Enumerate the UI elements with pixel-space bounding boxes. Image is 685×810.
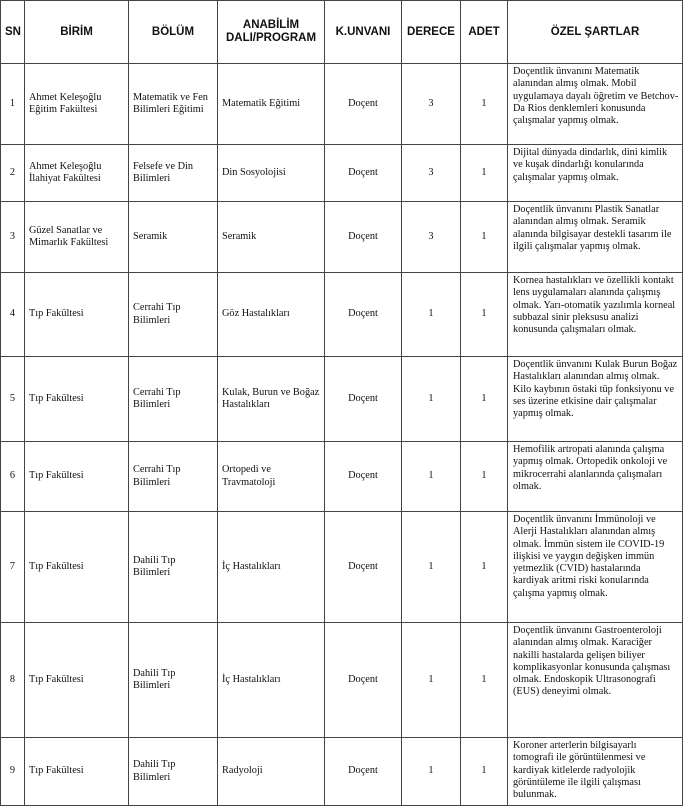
table-row [1, 273, 683, 357]
row-derece: 1 [402, 738, 461, 806]
header-birim: BİRİM [25, 1, 129, 64]
row-sartlar [508, 64, 683, 145]
row-birim: Ahmet Keleşoğlu İlahiyat Fakültesi [25, 145, 129, 202]
row-anabilim: Göz Hastalıkları [218, 273, 325, 357]
row-bolum: Cerrahi Tıp Bilimleri [129, 442, 218, 512]
row-bolum: Matematik ve Fen Bilimleri Eğitimi [129, 64, 218, 145]
row-anabilim: İç Hastalıkları [218, 623, 325, 738]
row-adet: 1 [461, 442, 508, 512]
row-adet: 1 [461, 64, 508, 145]
row-sartlar-text: Dijital dünyada dindarlık, dini kimlik ve kuşak dindarlığı konularında çalışmalar yapmış olmak. [513, 147, 668, 183]
row-anabilim: Ortopedi ve Travmatoloji [218, 442, 325, 512]
row-derece: 1 [402, 273, 461, 357]
row-birim: Tıp Fakültesi [25, 273, 129, 357]
row-birim: Ahmet Keleşoğlu Eğitim Fakültesi [25, 64, 129, 145]
header-anabilim: ANABİLİM DALI/PROGRAM [218, 1, 325, 64]
row-unvan: Doçent [325, 357, 402, 442]
row-derece: 1 [402, 442, 461, 512]
row-sartlar-text: Koroner arterlerin bilgisayarlı tomografi ile görüntülenmesi ve kardiyak kitlelerde radyolojik görüntüleme ile ilgili çalışması bulunmak. [513, 740, 646, 801]
row-birim: Tıp Fakültesi [25, 357, 129, 442]
row-sn: 2 [1, 145, 25, 202]
row-sn: 8 [1, 623, 25, 738]
row-birim: Tıp Fakültesi [25, 512, 129, 623]
table-row [1, 145, 683, 202]
row-birim: Tıp Fakültesi [25, 738, 129, 806]
header-sn: SN [1, 1, 25, 64]
row-adet: 1 [461, 357, 508, 442]
row-sartlar-text: Doçentlik ünvanını Plastik Sanatlar alanından almış olmak. Seramik alanında bilgisayar destekli tasarım ile ilgili çalışmalar yapmış olmak. [513, 204, 672, 252]
row-anabilim: Din Sosyolojisi [218, 145, 325, 202]
row-anabilim: Seramik [218, 202, 325, 273]
row-sartlar [508, 738, 683, 806]
table-row [1, 623, 683, 738]
row-sartlar-text: Doçentlik ünvanını İmmünoloji ve Alerji Hastalıkları alanından almış olmak. İmmün sistem ile COVID-19 ilişkisi ve yaygın değişken immün yetmezlik (CVID) hastalarında kardiyak aritmi riski konularında çalışma yapmış olmak. [513, 514, 665, 599]
row-anabilim: Matematik Eğitimi [218, 64, 325, 145]
row-unvan: Doçent [325, 512, 402, 623]
row-sartlar [508, 357, 683, 442]
row-adet: 1 [461, 623, 508, 738]
row-unvan: Doçent [325, 623, 402, 738]
row-unvan: Doçent [325, 145, 402, 202]
row-bolum: Dahili Tıp Bilimleri [129, 512, 218, 623]
row-derece: 1 [402, 623, 461, 738]
row-anabilim: İç Hastalıkları [218, 512, 325, 623]
row-unvan: Doçent [325, 442, 402, 512]
row-sartlar-text: Kornea hastalıkları ve özellikli kontakt lens uygulamaları alanında çalışmış olmak. Yarı-otomatik yazılımla korneal subbazal sinir pleksusu analizi konusunda çalışmaları olmak. [513, 275, 676, 336]
row-bolum: Dahili Tıp Bilimleri [129, 738, 218, 806]
table-row [1, 202, 683, 273]
row-birim: Tıp Fakültesi [25, 442, 129, 512]
row-sn: 3 [1, 202, 25, 273]
row-derece: 1 [402, 512, 461, 623]
row-unvan: Doçent [325, 64, 402, 145]
row-anabilim: Kulak, Burun ve Boğaz Hastalıkları [218, 357, 325, 442]
row-bolum: Dahili Tıp Bilimleri [129, 623, 218, 738]
table-row [1, 64, 683, 145]
row-adet: 1 [461, 145, 508, 202]
row-unvan: Doçent [325, 273, 402, 357]
row-unvan: Doçent [325, 738, 402, 806]
row-derece: 3 [402, 145, 461, 202]
row-sn: 4 [1, 273, 25, 357]
row-sartlar-text: Doçentlik ünvanını Kulak Burun Boğaz Hastalıkları alanından almış olmak. Kilo kaybının östaki tüp fonksiyonu ve ses üzerine etkisine dair çalışmalar yapmış olmak. [513, 359, 678, 420]
table-row [1, 512, 683, 623]
row-derece: 3 [402, 64, 461, 145]
table-row [1, 357, 683, 442]
row-sn: 1 [1, 64, 25, 145]
row-sartlar [508, 145, 683, 202]
row-bolum: Cerrahi Tıp Bilimleri [129, 357, 218, 442]
row-bolum: Cerrahi Tıp Bilimleri [129, 273, 218, 357]
row-derece: 3 [402, 202, 461, 273]
table-row [1, 442, 683, 512]
row-adet: 1 [461, 273, 508, 357]
row-sartlar [508, 202, 683, 273]
row-sn: 6 [1, 442, 25, 512]
row-adet: 1 [461, 512, 508, 623]
row-sartlar-text: Hemofilik artropati alanında çalışma yapmış olmak. Ortopedik onkoloji ve mikrocerrahi alanlarında çalışmaları olmak. [513, 444, 668, 492]
row-birim: Güzel Sanatlar ve Mimarlık Fakültesi [25, 202, 129, 273]
row-unvan: Doçent [325, 202, 402, 273]
row-sartlar-text: Doçentlik ünvanını Matematik alanından almış olmak. Mobil uygulamaya dayalı öğretim ve Betchov-Da Rios denklemleri konusunda çalışmalar yapmış olmak. [513, 66, 679, 127]
row-birim: Tıp Fakültesi [25, 623, 129, 738]
row-sartlar [508, 623, 683, 738]
row-sartlar-text: Doçentlik ünvanını Gastroenteroloji alanından almış olmak. Karaciğer nakilli hastalarda gelişen biliyer komplikasyonlar konusunda çalışması olmak. Endoskopik Ultrasonografi (EUS) deneyimi olmak. [513, 625, 671, 698]
table-row [1, 738, 683, 806]
row-sartlar [508, 442, 683, 512]
header-derece: DERECE [402, 1, 461, 64]
row-sn: 5 [1, 357, 25, 442]
row-bolum: Felsefe ve Din Bilimleri [129, 145, 218, 202]
row-adet: 1 [461, 202, 508, 273]
row-sn: 9 [1, 738, 25, 806]
row-sartlar [508, 273, 683, 357]
row-adet: 1 [461, 738, 508, 806]
row-sartlar [508, 512, 683, 623]
header-bolum: BÖLÜM [129, 1, 218, 64]
row-anabilim: Radyoloji [218, 738, 325, 806]
header-row [1, 1, 683, 64]
row-sn: 7 [1, 512, 25, 623]
row-bolum: Seramik [129, 202, 218, 273]
header-adet: ADET [461, 1, 508, 64]
header-unvan: K.UNVANI [325, 1, 402, 64]
header-sartlar: ÖZEL ŞARTLAR [508, 1, 683, 64]
row-derece: 1 [402, 357, 461, 442]
